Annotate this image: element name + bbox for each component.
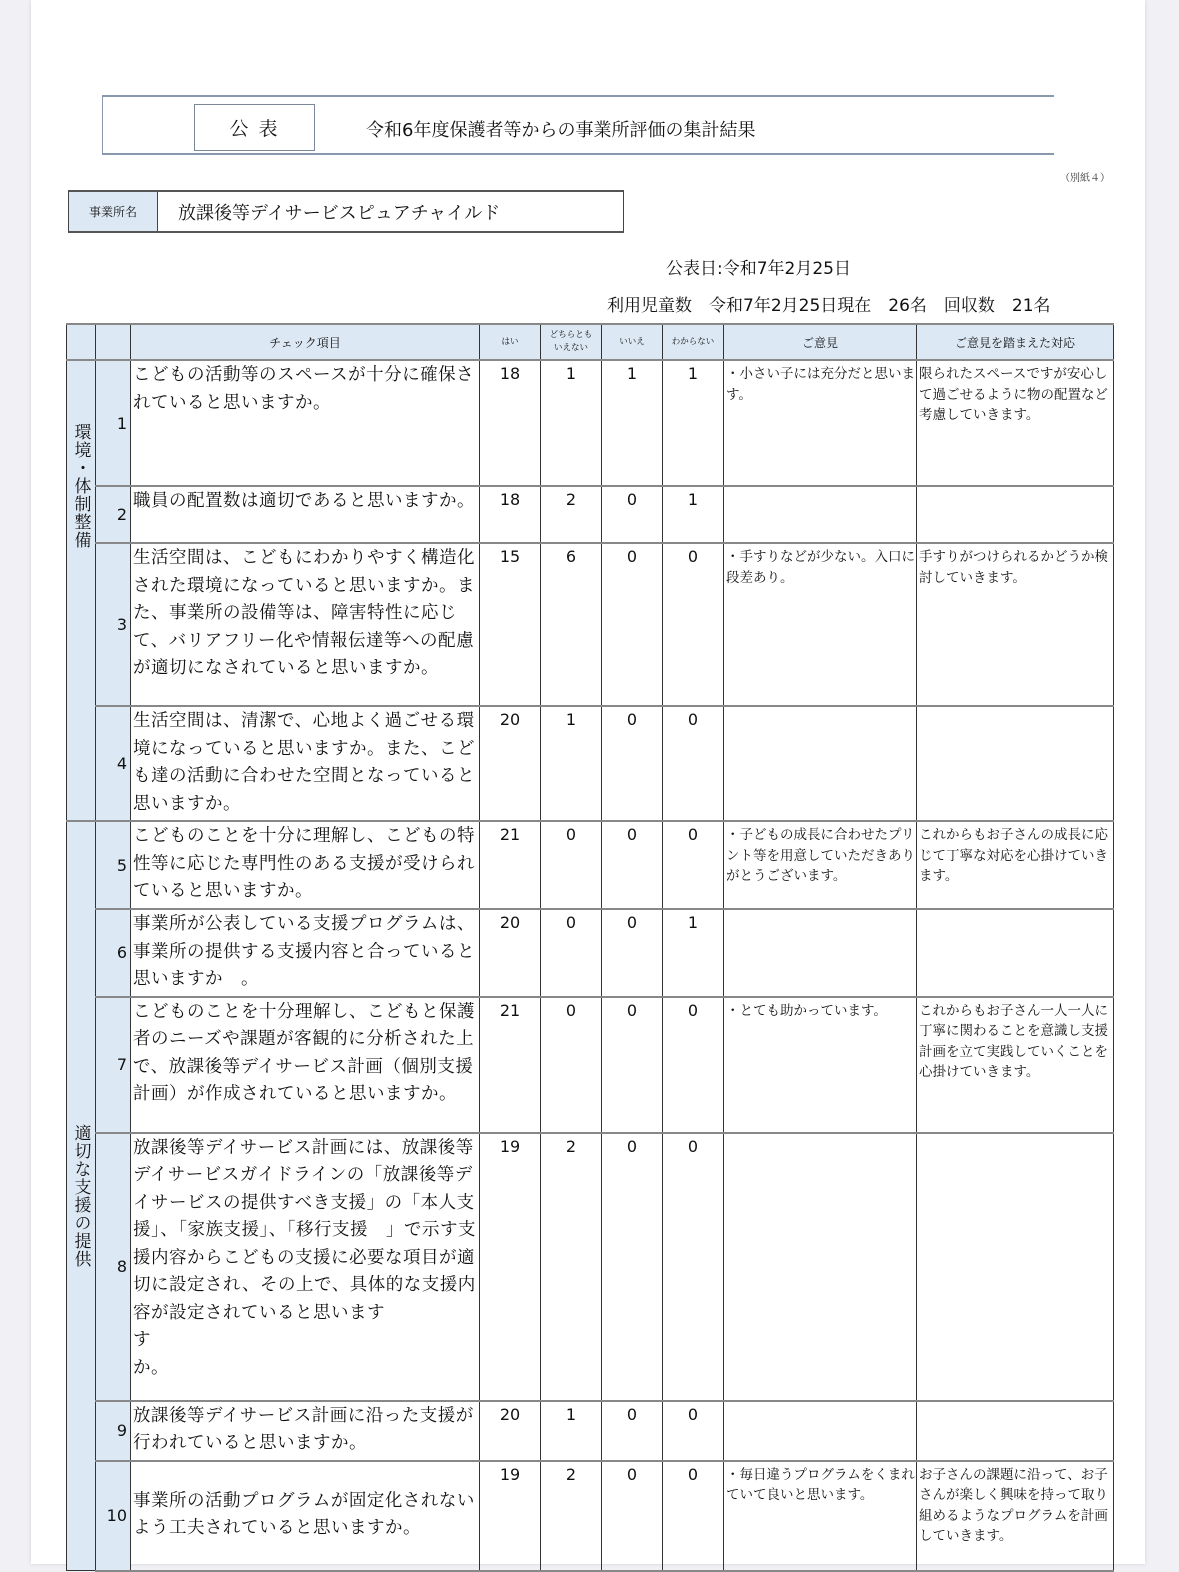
count-unknown: 0 — [663, 997, 724, 1133]
count-no: 0 — [602, 1461, 663, 1571]
count-neither: 2 — [541, 1461, 602, 1571]
count-yes: 19 — [480, 1461, 541, 1571]
opinion-text — [724, 1133, 917, 1401]
count-no: 1 — [602, 360, 663, 486]
header-response: ご意見を踏まえた対応 — [917, 324, 1114, 360]
header-yes: はい — [480, 324, 541, 360]
count-neither: 0 — [541, 997, 602, 1133]
count-neither: 2 — [541, 486, 602, 543]
question-text: 放課後等デイサービス計画には、放課後等デイサービスガイドラインの「放課後等デイサービスの提供すべき支援」の「本人支援」、「家族支援」、「移行支援 」で示す支援内容からこどもの支援に必要な項目が適切に設定され、その上で、具体的な支援内容が設定されていると思います す か。 — [131, 1133, 480, 1401]
response-text — [917, 1133, 1114, 1401]
count-no: 0 — [602, 909, 663, 997]
response-text — [917, 909, 1114, 997]
header-number — [96, 324, 131, 360]
count-no: 0 — [602, 1133, 663, 1401]
item-number: 5 — [96, 821, 131, 909]
item-number: 10 — [96, 1461, 131, 1571]
count-no: 0 — [602, 706, 663, 821]
header-opinion: ご意見 — [724, 324, 917, 360]
item-number: 1 — [96, 360, 131, 486]
opinion-text — [724, 486, 917, 543]
count-unknown: 0 — [663, 1461, 724, 1571]
table-row — [67, 997, 1114, 1133]
count-yes: 18 — [480, 360, 541, 486]
category-cell — [67, 821, 96, 1571]
count-yes: 21 — [480, 821, 541, 909]
count-neither: 1 — [541, 1401, 602, 1461]
response-text — [917, 706, 1114, 821]
table-row — [67, 821, 1114, 909]
count-yes: 19 — [480, 1133, 541, 1401]
item-number: 2 — [96, 486, 131, 543]
table-row — [67, 486, 1114, 543]
item-number: 4 — [96, 706, 131, 821]
count-yes: 20 — [480, 706, 541, 821]
opinion-text: ・子どもの成長に合わせたプリント等を用意していただきありがとうございます。 — [724, 821, 917, 909]
office-name: 放課後等デイサービスピュアチャイルド — [178, 202, 501, 224]
opinion-text — [724, 909, 917, 997]
response-text: これからもお子さんの成長に応じて丁寧な対応を心掛けていきます。 — [917, 821, 1114, 909]
question-text: 放課後等デイサービス計画に沿った支援が行われていると思いますか。 — [131, 1401, 480, 1461]
count-unknown: 0 — [663, 1133, 724, 1401]
opinion-text: ・とても助かっています。 — [724, 997, 917, 1133]
table-row — [67, 1401, 1114, 1461]
question-text: 事業所が公表している支援プログラムは、事業所の提供する支援内容と合っていると思いますか 。 — [131, 909, 480, 997]
count-yes: 20 — [480, 1401, 541, 1461]
table-row — [67, 909, 1114, 997]
response-text: 手すりがつけられるかどうか検討していきます。 — [917, 543, 1114, 706]
count-neither: 6 — [541, 543, 602, 706]
respondent-counts: 利用児童数 令和7年2月25日現在 26名 回収数 21名 — [607, 296, 1051, 316]
header-check-item: チェック項目 — [131, 324, 480, 360]
count-neither: 2 — [541, 1133, 602, 1401]
office-label: 事業所名 — [69, 192, 158, 231]
table-row — [67, 543, 1114, 706]
count-neither: 0 — [541, 821, 602, 909]
question-text: 生活空間は、清潔で、心地よく過ごせる環境になっていると思いますか。また、こども達の活動に合わせた空間となっていると思いますか。 — [131, 706, 480, 821]
count-yes: 18 — [480, 486, 541, 543]
response-text: これからもお子さん一人一人に丁寧に関わることを意識し支援計画を立て実践していくことを心掛けていきます。 — [917, 997, 1114, 1133]
response-text: 限られたスペースですが安心して過ごせるように物の配置など考慮していきます。 — [917, 360, 1114, 486]
item-number: 6 — [96, 909, 131, 997]
attachment-label: （別紙４） — [1060, 173, 1110, 184]
question-text: 事業所の活動プログラムが固定化されないよう工夫されていると思いますか。 — [131, 1461, 480, 1571]
table-row — [67, 360, 1114, 486]
item-number: 8 — [96, 1133, 131, 1401]
office-name-box — [68, 190, 624, 233]
header-category — [67, 324, 96, 360]
count-unknown: 0 — [663, 821, 724, 909]
table-row — [67, 706, 1114, 821]
evaluation-table — [66, 323, 1114, 1572]
count-unknown: 0 — [663, 543, 724, 706]
count-unknown: 0 — [663, 706, 724, 821]
opinion-text: ・毎日違うプログラムをくまれていて良いと思います。 — [724, 1461, 917, 1571]
response-text — [917, 486, 1114, 543]
count-yes: 20 — [480, 909, 541, 997]
count-no: 0 — [602, 1401, 663, 1461]
count-yes: 15 — [480, 543, 541, 706]
opinion-text — [724, 1401, 917, 1461]
count-no: 0 — [602, 486, 663, 543]
question-text: こどものことを十分理解し、こどもと保護者のニーズや課題が客観的に分析された上で、放課後等デイサービス計画（個別支援計画）が作成されていると思いますか。 — [131, 997, 480, 1133]
table-row — [67, 1133, 1114, 1401]
opinion-text: ・手すりなどが少ない。入口に段差あり。 — [724, 543, 917, 706]
count-neither: 0 — [541, 909, 602, 997]
count-neither: 1 — [541, 706, 602, 821]
table-row — [67, 1461, 1114, 1571]
header-neither — [541, 324, 602, 360]
question-text: 職員の配置数は適切であると思いますか。 — [131, 486, 480, 543]
header-no: いいえ — [602, 324, 663, 360]
count-unknown: 1 — [663, 360, 724, 486]
question-text: こどものことを十分に理解し、こどもの特性等に応じた専門性のある支援が受けられていると思いますか。 — [131, 821, 480, 909]
count-yes: 21 — [480, 997, 541, 1133]
response-text — [917, 1401, 1114, 1461]
count-unknown: 0 — [663, 1401, 724, 1461]
publication-date: 公表日:令和7年2月25日 — [666, 259, 851, 279]
category-cell — [67, 360, 96, 821]
header-unknown: わからない — [663, 324, 724, 360]
count-unknown: 1 — [663, 486, 724, 543]
item-number: 3 — [96, 543, 131, 706]
item-number: 9 — [96, 1401, 131, 1461]
opinion-text — [724, 706, 917, 821]
count-neither: 1 — [541, 360, 602, 486]
count-no: 0 — [602, 821, 663, 909]
publication-badge: 公表 — [194, 104, 315, 151]
category-label: 適切な支援の提供 — [70, 1124, 91, 1268]
category-label: 環境・体制整備 — [70, 423, 91, 549]
header-neither-text: どちらとも いえない — [549, 330, 593, 353]
count-no: 0 — [602, 997, 663, 1133]
opinion-text: ・小さい子には充分だと思います。 — [724, 360, 917, 486]
response-text: お子さんの課題に沿って、お子さんが楽しく興味を持って取り組めるようなプログラムを計画していきます。 — [917, 1461, 1114, 1571]
question-text: 生活空間は、こどもにわかりやすく構造化された環境になっていると思いますか。また、事業所の設備等は、障害特性に応じて、バリアフリー化や情報伝達等への配慮が適切になされていると思いますか。 — [131, 543, 480, 706]
count-no: 0 — [602, 543, 663, 706]
question-text: こどもの活動等のスペースが十分に確保されていると思いますか。 — [131, 360, 480, 486]
item-number: 7 — [96, 997, 131, 1133]
table-header-row — [67, 324, 1114, 360]
count-unknown: 1 — [663, 909, 724, 997]
document-title: 令和6年度保護者等からの事業所評価の集計結果 — [366, 120, 756, 141]
